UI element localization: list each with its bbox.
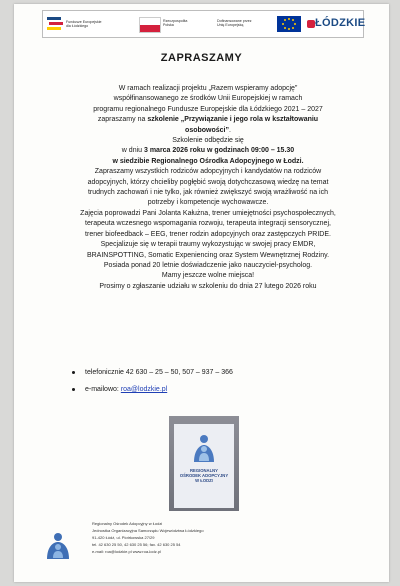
project-line-1: W ramach realizacji projektu „Razem wspieramy adopcję” xyxy=(118,85,298,92)
footer-line-1: Regionalny Ośrodek Adopcyjny w Łodzi xyxy=(92,521,163,526)
contact-email-link[interactable]: roa@lodzkie.pl xyxy=(120,386,168,393)
polish-flag-icon xyxy=(139,17,161,33)
eu-flag-icon xyxy=(277,16,301,32)
contact-list xyxy=(72,367,322,401)
fe-logo-line1: Fundusze Europejskie xyxy=(66,20,102,24)
roa-footer-logo-icon xyxy=(44,532,72,560)
contact-phone: telefonicznie 42 630 – 25 – 50, 507 – 937 – 366 xyxy=(85,369,233,376)
trainer-line-3: trener biofeedback – EEG, trener rodzin adopcyjnych oraz zastępczych PRIDE. xyxy=(85,230,331,238)
registration-deadline: Prosimy o zgłaszanie udziału w szkoleniu do dnia 27 lutego 2026 roku xyxy=(99,282,317,290)
bullet-icon xyxy=(72,371,75,374)
funding-logo-bar xyxy=(42,10,364,38)
invitation-heading: ZAPRASZAMY xyxy=(160,52,243,64)
eu-logo-line1: Dofinansowane przez xyxy=(217,19,252,23)
training-title-line-2: osobowości”. xyxy=(185,126,231,134)
fe-logo-line2: dla Łódzkiego xyxy=(66,24,89,29)
contact-email-item xyxy=(72,384,322,395)
bullet-icon xyxy=(72,388,75,391)
footer-address xyxy=(92,520,292,555)
footer-line-5: e-mail: roa@lodzkie.pl www.roa-lodz.pl xyxy=(92,549,161,554)
trainer-line-5: BRAINSPOTTING, Somatic Expeniencing oraz System Wewnętrznej Rodziny. xyxy=(86,251,330,259)
contact-email-label: e-mailowo: xyxy=(85,386,119,393)
project-line-3: programu regionalnego Fundusze Europejskie dla Łódzkiego 2021 – 2027 xyxy=(93,105,323,113)
rzeczpospolita-logo xyxy=(139,14,195,34)
fundusze-europejskie-logo xyxy=(47,14,119,34)
schedule-intro: Szkolenie odbędzie się xyxy=(172,137,244,145)
free-places-note: Mamy jeszcze wolne miejsca! xyxy=(161,272,255,280)
trainer-line-1: Zajęcia poprowadzi Pani Jolanta Kałużna, trener umiejętności psychospołecznych, xyxy=(80,209,336,217)
footer-line-2: Jednostka Organizacyjna Samorządu Województwa Łódzkiego xyxy=(92,528,204,533)
project-line-2: współfinansowanego ze środków Unii Europejskiej w ramach xyxy=(113,95,303,103)
footer-line-3: 91-420 Łódź, ul. Piotrkowska 27/29 xyxy=(92,535,155,540)
contact-phone-item xyxy=(72,367,322,378)
trainer-line-4: Specjalizuje się w terapii traumy wykozystując w swojej pracy EMDR, xyxy=(100,241,316,249)
schedule-date: w dniu 3 marca 2026 roku w godzinach 09:00 – 15.30 xyxy=(121,147,295,155)
trainer-line-2: terapeuta wczesnego wspomagania rozwoju, terapeuta integracji sensorycznej, xyxy=(85,220,331,228)
footer-line-4: tel. 42 630 25 50, 42 630 25 56; fax. 42 630 25 54 xyxy=(92,542,181,547)
training-title-line-1: zapraszamy na szkolenie „Przywiązanie i jego rola w kształtowaniu xyxy=(97,116,319,124)
roa-poster-image xyxy=(169,416,239,511)
flyer-page xyxy=(14,4,389,582)
poster-title: REGIONALNY OŚRODEK ADOPCYJNY W ŁODZI xyxy=(179,468,229,483)
lodzkie-emblem-icon xyxy=(307,20,315,28)
schedule-location: w siedzibie Regionalnego Ośrodka Adopcyjnego w Łodzi. xyxy=(112,157,304,165)
audience-line-4: potrzeby i kompetencje wychowawcze. xyxy=(147,199,269,207)
audience-line-3: trudnych zachowań i nie tylko, jak również zwiększyć swoją wrażliwość na ich xyxy=(87,189,329,197)
rp-logo-line1: Rzeczpospolita xyxy=(163,19,188,23)
lodzkie-wordmark: ŁÓDZKIE xyxy=(315,17,366,29)
roa-family-logo-icon xyxy=(190,434,218,464)
eu-logo-line2: Unię Europejską xyxy=(217,23,244,28)
fe-mark-icon xyxy=(47,16,63,32)
audience-line-1: Zapraszamy wszystkich rodziców adopcyjnych i kandydatów na rodziców xyxy=(94,168,322,176)
trainer-line-6: Posiada ponad 20 letnie doświadczenie jako nauczyciel-psycholog. xyxy=(103,261,313,269)
invitation-body xyxy=(48,84,368,292)
audience-line-2: adopcyjnych, którzy chcieliby pogłębić swoją dotychczasową wiedzę na temat xyxy=(87,178,329,186)
rp-logo-line2: Polska xyxy=(163,23,174,28)
lodzkie-logo xyxy=(305,14,366,34)
eu-cofinancing-logo xyxy=(215,14,301,34)
